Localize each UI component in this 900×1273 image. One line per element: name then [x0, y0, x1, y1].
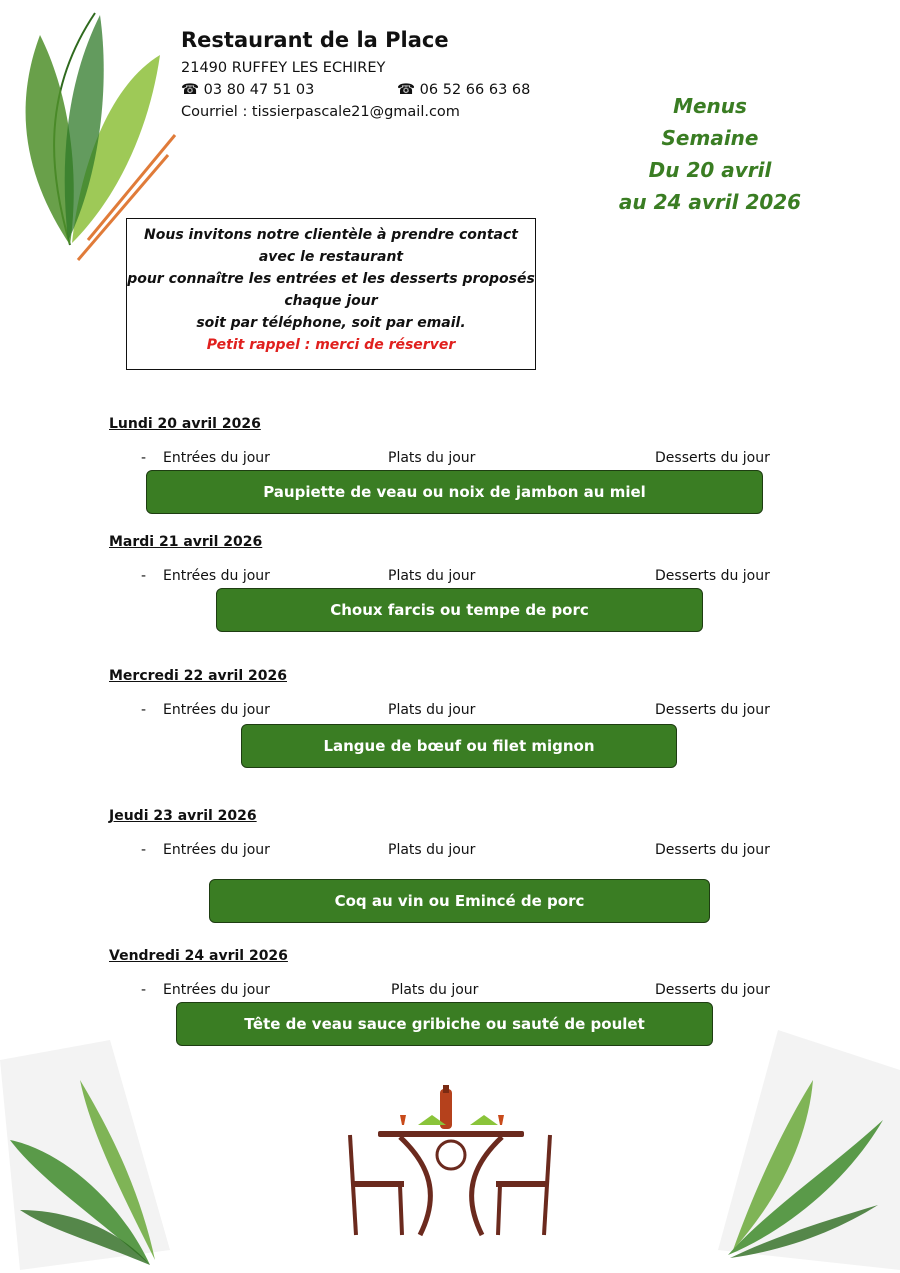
category-starters: Entrées du jour	[163, 568, 270, 584]
category-desserts: Desserts du jour	[655, 842, 770, 858]
dish-banner-thursday: Coq au vin ou Emincé de porc	[209, 879, 710, 923]
notice-line: pour connaître les entrées et les desserts proposés	[127, 271, 535, 287]
category-mains: Plats du jour	[388, 842, 476, 858]
palm-leaf-bottom-left-icon	[0, 1040, 180, 1270]
notice-line: chaque jour	[284, 293, 378, 309]
category-starters: Entrées du jour	[163, 702, 270, 718]
dish-banner-friday: Tête de veau sauce gribiche ou sauté de poulet	[176, 1002, 713, 1046]
restaurant-address: 21490 RUFFEY LES ECHIREY	[181, 60, 386, 76]
category-dash: -	[141, 568, 147, 584]
category-mains: Plats du jour	[388, 568, 476, 584]
table-chairs-illustration-icon	[340, 1085, 560, 1245]
restaurant-name: Restaurant de la Place	[181, 28, 449, 52]
day-heading-friday: Vendredi 24 avril 2026	[109, 948, 288, 964]
day-heading-wednesday: Mercredi 22 avril 2026	[109, 668, 287, 684]
day-heading-thursday: Jeudi 23 avril 2026	[109, 808, 257, 824]
menus-title-line: Du 20 avril	[648, 158, 772, 182]
category-desserts: Desserts du jour	[655, 568, 770, 584]
category-desserts: Desserts du jour	[655, 982, 770, 998]
notice-line: avec le restaurant	[258, 249, 404, 265]
category-dash: -	[141, 702, 147, 718]
category-mains: Plats du jour	[391, 982, 479, 998]
category-desserts: Desserts du jour	[655, 702, 770, 718]
notice-line: Nous invitons notre clientèle à prendre contact	[144, 227, 518, 243]
reservation-reminder: Petit rappel : merci de réserver	[206, 337, 456, 353]
notice-line: soit par téléphone, soit par email.	[196, 315, 466, 331]
menus-title-line: Semaine	[661, 126, 759, 150]
phone-number-1[interactable]: ☎ 03 80 47 51 03	[181, 82, 315, 98]
phone-number-2[interactable]: ☎ 06 52 66 63 68	[397, 82, 531, 98]
dish-banner-wednesday: Langue de bœuf ou filet mignon	[241, 724, 677, 768]
palm-leaf-bottom-right-icon	[718, 1030, 900, 1270]
menus-title-line: Menus	[673, 94, 747, 118]
day-heading-monday: Lundi 20 avril 2026	[109, 416, 261, 432]
category-starters: Entrées du jour	[163, 982, 270, 998]
dish-banner-monday: Paupiette de veau ou noix de jambon au miel	[146, 470, 763, 514]
dish-banner-tuesday: Choux farcis ou tempe de porc	[216, 588, 703, 632]
category-mains: Plats du jour	[388, 450, 476, 466]
category-dash: -	[141, 842, 147, 858]
menus-title-line: au 24 avril 2026	[618, 190, 802, 214]
category-desserts: Desserts du jour	[655, 450, 770, 466]
day-heading-tuesday: Mardi 21 avril 2026	[109, 534, 263, 550]
email-address[interactable]: Courriel : tissierpascale21@gmail.com	[181, 104, 460, 120]
menus-week-title	[610, 90, 810, 218]
category-dash: -	[141, 450, 147, 466]
notice-box	[126, 218, 536, 370]
category-starters: Entrées du jour	[163, 450, 270, 466]
category-mains: Plats du jour	[388, 702, 476, 718]
category-dash: -	[141, 982, 147, 998]
category-starters: Entrées du jour	[163, 842, 270, 858]
